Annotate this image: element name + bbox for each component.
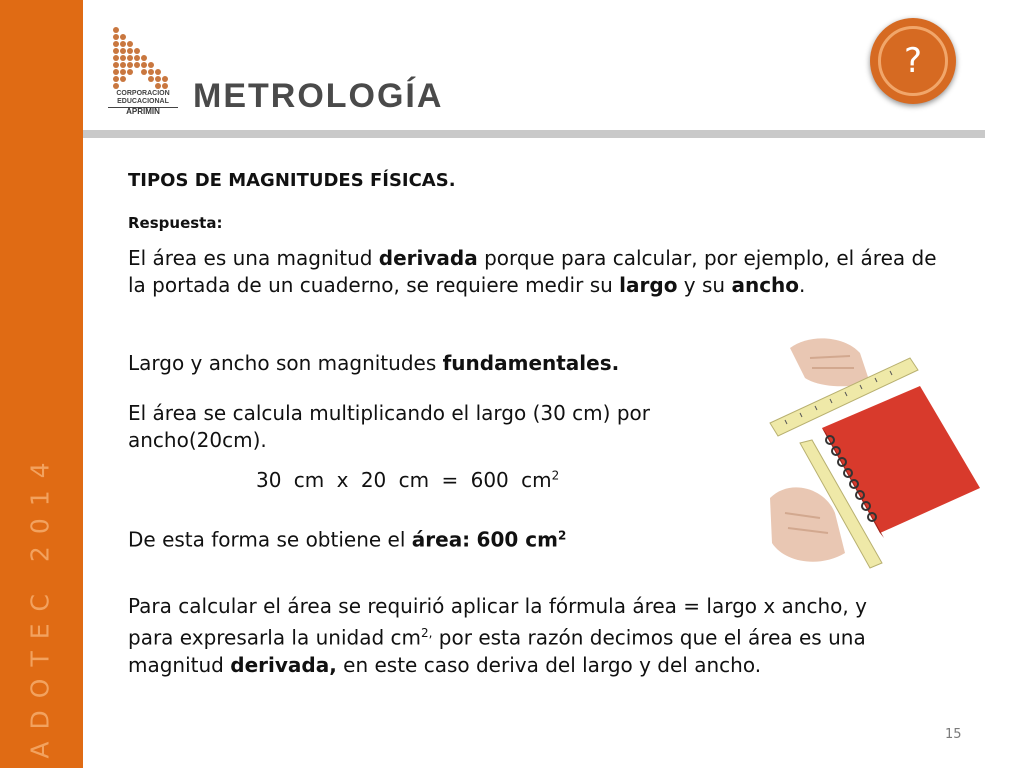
- section-subtitle: TIPOS DE MAGNITUDES FÍSICAS.: [128, 170, 456, 191]
- logo-line2: EDUCACIONAL: [117, 98, 169, 105]
- page-title: METROLOGÍA: [193, 77, 444, 115]
- left-sidebar: [0, 0, 83, 768]
- paragraph-fundamental: Largo y ancho son magnitudes fundamentales.: [128, 351, 620, 375]
- logo-brand: APRIMIN: [108, 107, 178, 116]
- logo-line1: CORPORACION: [116, 90, 170, 97]
- header-divider: [83, 130, 985, 138]
- area-equation: 30 cm x 20 cm = 600 $cm^2$: [256, 468, 560, 492]
- paragraph-conclusion: Para calcular el área se requirió aplicar la fórmula área = largo x ancho, y para expresarla la unidad $cm^{2,}$ por esta razón decimos que el área es una magnitud derivada, en este caso deriva del largo y del ancho.: [128, 594, 867, 677]
- hand-top: [790, 338, 870, 386]
- logo-caption: [108, 90, 178, 116]
- answer-label: Respuesta:: [128, 214, 223, 232]
- paragraph-calculation: El área se calcula multiplicando el largo (30 cm) por ancho(20cm).: [128, 401, 650, 452]
- question-mark-icon: ?: [878, 26, 948, 96]
- notebook-measuring-illustration: [750, 328, 985, 586]
- page-number: 15: [945, 727, 962, 742]
- paragraph-result: De esta forma se obtiene el área: 600 $cm^2$: [128, 527, 567, 552]
- help-button[interactable]: [870, 18, 956, 104]
- sidebar-vertical-text: ADOTEC 2014: [25, 450, 55, 759]
- paragraph-area-derived: El área es una magnitud derivada porque para calcular, por ejemplo, el área de la portada de un cuaderno, se requiere medir su largo y su ancho.: [128, 246, 937, 297]
